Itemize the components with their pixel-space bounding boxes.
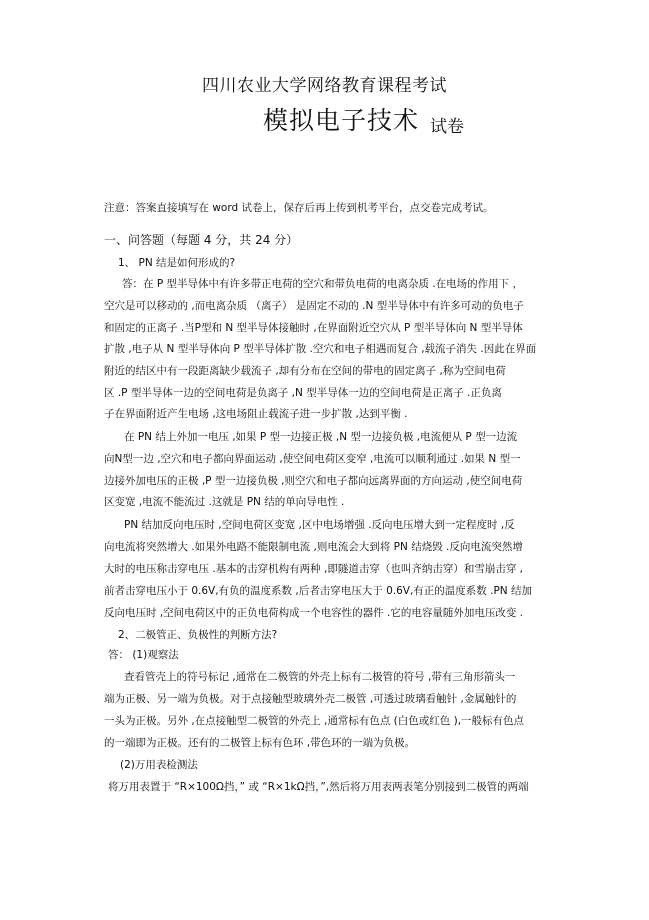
answer-line: 反向电压时 ,空间电荷区中的正负电荷构成一个电容性的器件 .它的电容量随外加电压改变 . [104, 607, 524, 619]
answer-line: 一头为正极。另外 ,在点接触型二极管的外壳上 ,通常标有色点 (白色或红色 ),一般标有色点 [104, 715, 525, 727]
answer-line: 区变宽 ,电流不能流过 .这就是 PN 结的单向导电性 . [104, 496, 345, 508]
question-2: 2、二极管正、负极性的判断方法? [118, 629, 278, 641]
answer-line: 子在界面附近产生电场 ,这电场阻止载流子进一步扩散 ,达到平衡 . [104, 408, 408, 420]
answer-line: 答：在 P 型半导体中有许多带正电荷的空穴和带负电荷的电离杂质 .在电场的作用下 ， [122, 278, 524, 290]
answer-line: 大时的电压称击穿电压 .基本的击穿机构有两种 ,即隧道击穿（也叫齐纳击穿）和雪崩击穿 , [104, 563, 524, 575]
school-title: 四川农业大学网络教育课程考试 [202, 76, 447, 96]
answer-line: 端为正极、另一端为负极。对于点接触型玻璃外壳二极管 ,可透过玻璃看触针 ,金属触针的 [104, 693, 517, 705]
answer-line: PN 结加反向电压时 ,空间电荷区变宽 ,区中电场增强 .反向电压增大到一定程度时 ,反 [124, 519, 515, 531]
answer-line: 空穴是可以移动的 ,而电离杂质 （离子） 是固定不动的 .N 型半导体中有许多可动的负电子 [104, 300, 524, 312]
answer-line: 在 PN 结上外加一电压 ,如果 P 型一边接正极 ,N 型一边接负极 ,电流便从 P 型一边流 [124, 431, 518, 443]
answer-line: 的一端即为正极。还有的二极管上标有色环 ,带色环的一端为负极。 [104, 737, 416, 749]
answer-line: 查看管壳上的符号标记 ,通常在二极管的外壳上标有二极管的符号 ,带有三角形箭头一 [124, 671, 516, 683]
answer-line: 前者击穿电压小于 0.6V,有负的温度系数 ,后者击穿电压大于 0.6V,有正的温度系数 .PN 结加 [104, 585, 532, 597]
answer-line: 答： (1)观察法 [108, 649, 179, 661]
answer-line: 附近的结区中有一段距离缺少载流子 ,却有分布在空间的带电的固定离子 ,称为空间电荷 [104, 365, 506, 377]
question-1: 1、 PN 结是如何形成的? [118, 257, 236, 269]
course-title: 模拟电子技术 [263, 106, 420, 135]
paper-label: 试卷 [430, 117, 464, 137]
answer-line: 向N型一边 ,空穴和电子都向界面运动 ,使空间电荷区变窄 ,电流可以顺利通过 .如果 N 型一 [104, 453, 521, 465]
answer-line: 和固定的正离子 .当P型和 N 型半导体接触时 ,在界面附近空穴从 P 型半导体向 N 型半导体 [104, 322, 523, 334]
answer-line: 扩散 ,电子从 N 型半导体向 P 型半导体扩散 .空穴和电子相遇而复合 ,载流子消失 .因此在界面 [104, 343, 537, 355]
answer-line: 向电流将突然增大 .如果外电路不能限制电流 ,则电流会大到将 PN 结烧毁 .反向电流突然增 [104, 541, 523, 553]
notice-text: 注意：答案直接填写在 word 试卷上，保存后再上传到机考平台，点交卷完成考试。 [104, 202, 494, 214]
answer-line: 边接外加电压的正极 ,P 型一边接负极 ,则空穴和电子都向远离界面的方向运动 ,使空间电荷 [104, 475, 523, 487]
answer-line: (2)万用表检测法 [120, 759, 198, 771]
answer-line: 区 .P 型半导体一边的空间电荷是负离子 ,N 型半导体一边的空间电荷是正离子 .正负离 [104, 387, 502, 399]
answer-line: 将万用表置于 “R×100Ω挡，” 或 “R×1kΩ挡，”,然后将万用表两表笔分别接到二极管的两端 [108, 781, 529, 793]
section-heading: 一、问答题（每题 4 分，共 24 分） [104, 233, 299, 247]
